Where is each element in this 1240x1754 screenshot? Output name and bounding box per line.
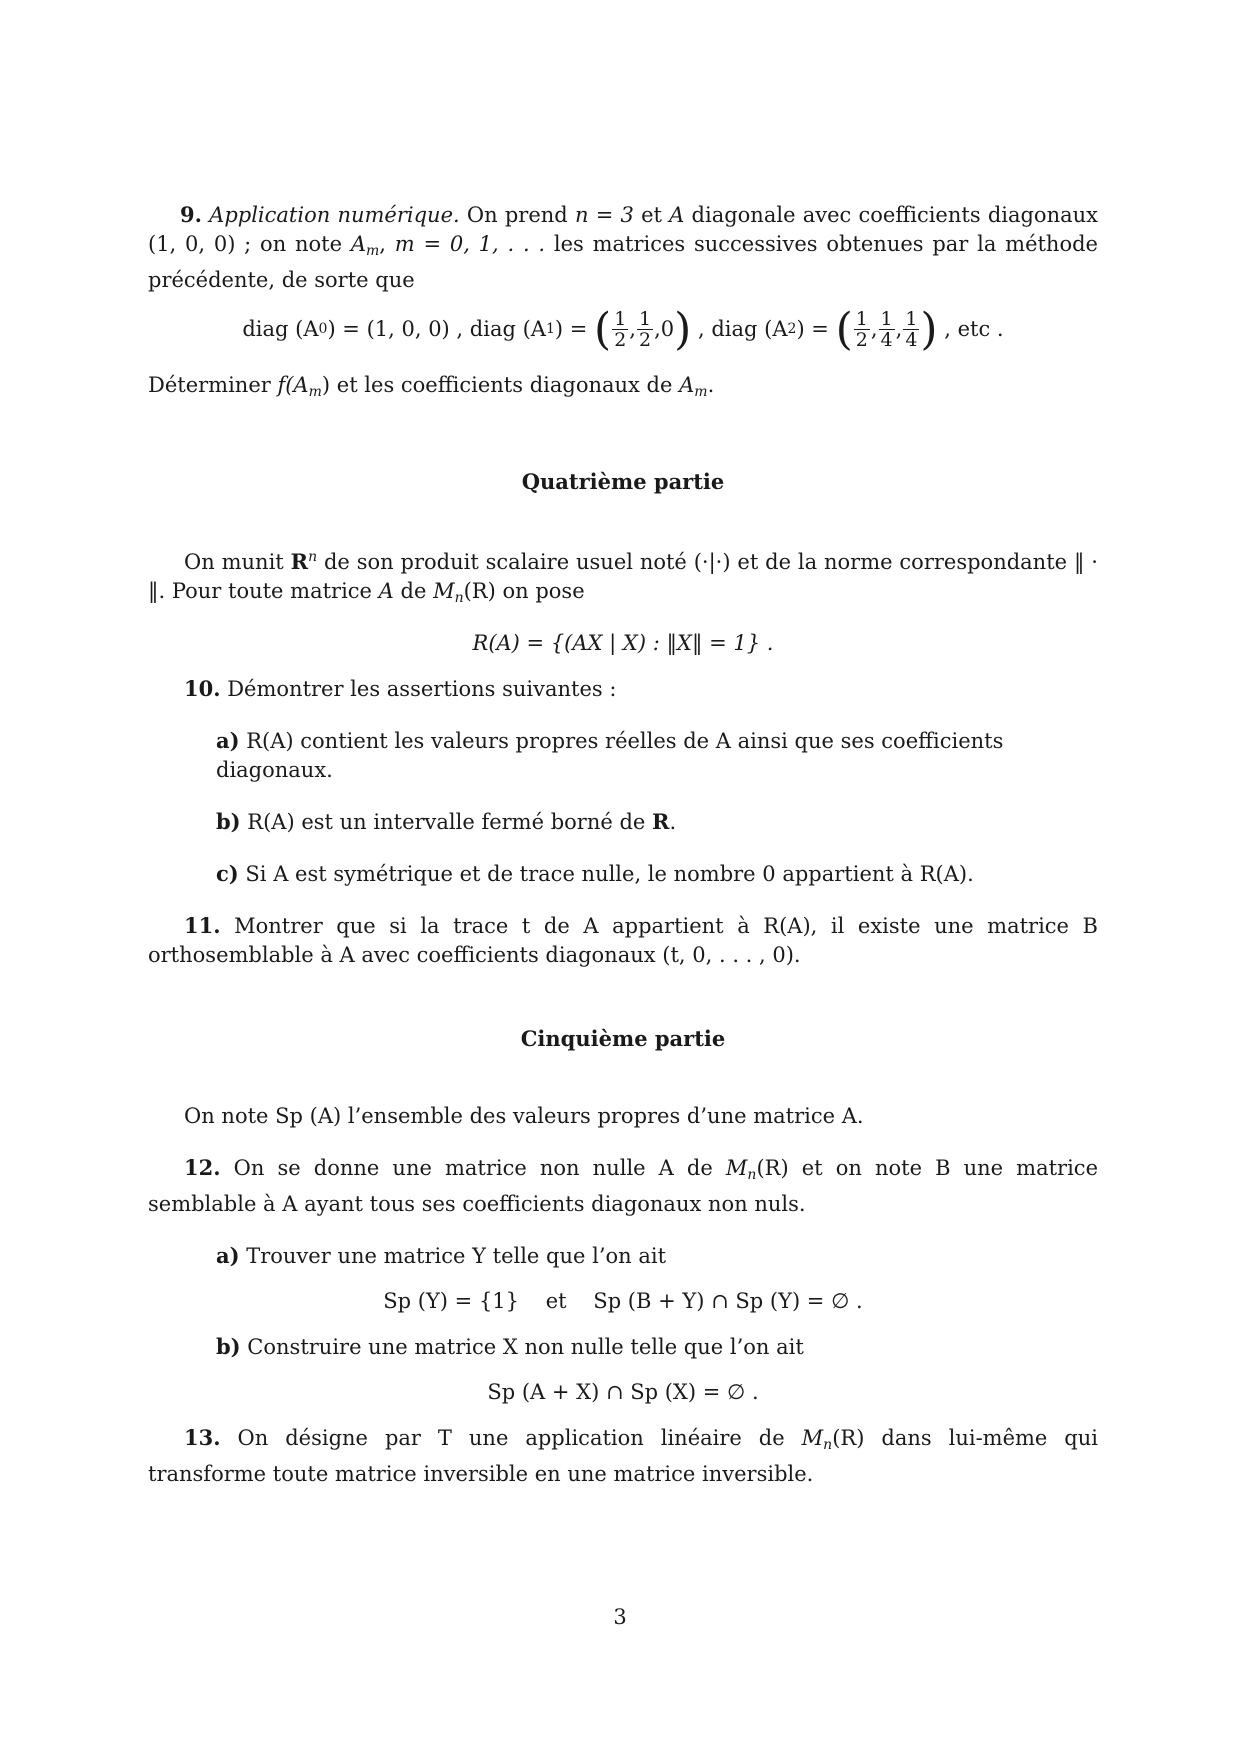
fraction: $\frac{1}{2}$ bbox=[638, 308, 652, 351]
part4-intro: On munit $R^n$ de son produit scalaire usuel noté (·|·) et de la norme correspondante ‖ · ‖. Pour toute matrice A de $M_n(R)$ on pose bbox=[148, 549, 1098, 606]
question-12a: a) Trouver une matrice Y telle que l’on ait bbox=[216, 1243, 667, 1268]
page-content bbox=[148, 200, 1098, 1489]
question-title: Application numérique. bbox=[209, 203, 460, 227]
question-10b: b) R(A) est un intervalle fermé borné de R. bbox=[216, 809, 677, 834]
part5-intro: On note Sp (A) l’ensemble des valeurs propres d’une matrice A. bbox=[184, 1104, 864, 1128]
fraction: $\frac{1}{2}$ bbox=[855, 308, 868, 351]
question-12: 12. On se donne une matrice non nulle A de $M_n(R)$ et on note B une matrice semblable à A ayant tous ses coefficients diagonaux non nuls. bbox=[148, 1155, 1098, 1216]
question-12a-equation: Sp (Y) = {1} et Sp (B + Y) ∩ Sp (Y) = ∅ . bbox=[383, 1289, 863, 1313]
question-12b-equation: Sp (A + X) ∩ Sp (X) = ∅ . bbox=[487, 1380, 759, 1404]
question-13: 13. On désigne par T une application linéaire de $M_n(R)$ dans lui-même qui transforme toute matrice inversible en une matrice inversible. bbox=[148, 1425, 1098, 1486]
question-9: 9. Application numérique. On prend n = 3 et A diagonale avec coefficients diagonaux (1, 0, 0) ; on note $A_m$, m = 0, 1, . . . les matrices successives obtenues par la méthode précédente, de sorte que bbox=[148, 202, 1098, 292]
question-9-task: Déterminer $f(A_m)$ et les coefficients diagonaux de $A_m$. bbox=[148, 373, 715, 400]
fraction: $\frac{1}{4}$ bbox=[880, 308, 893, 351]
question-number: 9. bbox=[180, 202, 202, 227]
question-11: 11. Montrer que si la trace t de A appartient à R(A), il existe une matrice B orthosemblable à A avec coefficients diagonaux (t, 0, . . . , 0). bbox=[148, 913, 1098, 967]
fraction: $\frac{1}{2}$ bbox=[614, 308, 627, 351]
section-title-part5: Cinquième partie bbox=[520, 1026, 726, 1051]
question-10c: c) Si A est symétrique et de trace nulle, le nombre 0 appartient à R(A). bbox=[216, 861, 974, 886]
section-title-part4: Quatrième partie bbox=[521, 469, 725, 494]
fraction: $\frac{1}{4}$ bbox=[905, 308, 918, 351]
page-number: 3 bbox=[613, 1605, 627, 1629]
question-10: 10. Démontrer les assertions suivantes : bbox=[184, 676, 617, 701]
question-10a: a) R(A) contient les valeurs propres réelles de A ainsi que ses coefficients diagonaux. bbox=[216, 728, 1004, 782]
diag-equation: diag (A 0 ) = (1, 0, 0) , diag (A 1 ) = ( $\frac{1}{2}$ , $\frac{1}{2}$ , 0 ) , diag (A 2 ) = ( $\frac{1}{2}$ , $\frac{1}{4}$ , $\frac{1}{4}$ ) , etc . bbox=[242, 303, 1004, 355]
definition-RA: R(A) = {(AX | X) : ‖X‖ = 1} . bbox=[472, 631, 774, 655]
question-12b: b) Construire une matrice X non nulle telle que l’on ait bbox=[216, 1334, 804, 1359]
